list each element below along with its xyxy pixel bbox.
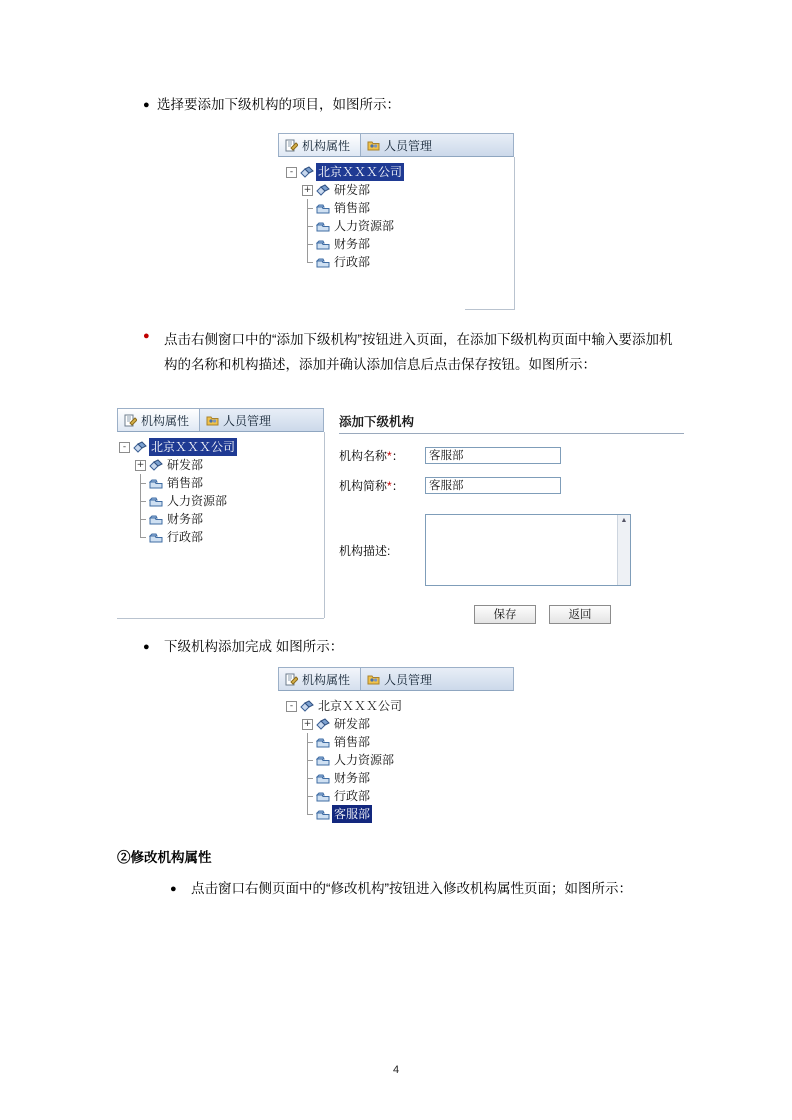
tree-node-label: 研发部: [167, 458, 204, 472]
org-tree-top[interactable]: [278, 157, 514, 271]
list-item: [143, 638, 663, 656]
company-icon: [316, 718, 329, 731]
org-short-name-input[interactable]: 客服部: [425, 477, 561, 494]
org-tree-mid[interactable]: [117, 432, 324, 546]
list-item: [143, 327, 676, 377]
tree-connector: [302, 787, 313, 805]
tree-node-label: 行政部: [167, 530, 204, 544]
tree-node[interactable]: [119, 528, 324, 546]
tree-node[interactable]: [119, 438, 324, 456]
org-name-input[interactable]: 客服部: [425, 447, 561, 464]
tab-label: 机构属性: [302, 138, 351, 153]
company-icon: [133, 441, 146, 454]
expand-toggle-icon[interactable]: +: [303, 718, 312, 729]
field-label: 机构简称*：: [339, 479, 404, 493]
save-button[interactable]: 保存: [474, 605, 536, 624]
folder-icon: [316, 772, 329, 785]
tree-node-label: 销售部: [334, 735, 371, 749]
tree-connector: [135, 510, 146, 528]
folder-icon: [149, 495, 162, 508]
tree-node-label: 财务部: [334, 237, 371, 251]
tree-node-label: 人力资源部: [334, 753, 395, 767]
tree-node[interactable]: [119, 510, 324, 528]
expand-toggle-icon[interactable]: +: [136, 459, 145, 470]
tab-org-attributes[interactable]: [118, 409, 200, 431]
company-icon: [300, 700, 313, 713]
tree-connector: [302, 733, 313, 751]
form-title: 添加下级机构: [339, 415, 415, 429]
tree-node-label: 销售部: [167, 476, 204, 490]
panel-edge-top: [465, 309, 515, 310]
tree-node[interactable]: [286, 235, 514, 253]
field-label: 机构名称*：: [339, 449, 404, 463]
tree-connector: [302, 199, 313, 217]
back-button[interactable]: 返回: [549, 605, 611, 624]
tree-node-label: 人力资源部: [167, 494, 228, 508]
tree-node-label: 北京ＸＸＸ公司: [318, 165, 403, 179]
step-4-text: 点击窗口右侧页面中的“修改机构”按钮进入修改机构属性页面；如图所示：: [191, 881, 632, 896]
tree-node-label: 行政部: [334, 789, 371, 803]
add-suborg-form: [339, 412, 684, 624]
tree-node-label: 研发部: [334, 183, 371, 197]
folder-icon: [316, 736, 329, 749]
document-edit-icon: [285, 139, 298, 152]
tree-connector: [302, 769, 313, 787]
tab-label: 机构属性: [141, 413, 190, 428]
tab-staff-management[interactable]: [361, 134, 442, 156]
org-description-wrap: [425, 514, 631, 586]
page-number: 4: [392, 1064, 400, 1076]
document-edit-icon: [124, 414, 137, 427]
folder-icon: [316, 790, 329, 803]
folder-icon: [316, 238, 329, 251]
tree-connector: [302, 805, 313, 823]
tab-label: 机构属性: [302, 672, 351, 687]
textarea-scrollbar[interactable]: [617, 515, 630, 585]
org-tree-widget-top: [278, 133, 514, 271]
step-3-text: 下级机构添加完成 如图所示：: [164, 639, 344, 654]
tree-connector: [135, 474, 146, 492]
tree-node[interactable]: [119, 492, 324, 510]
tab-bar: [278, 133, 514, 157]
collapse-toggle-icon[interactable]: -: [286, 167, 297, 178]
tree-node[interactable]: [286, 769, 514, 787]
dept-icon: [149, 459, 162, 472]
bullet-glyph-red: ●: [143, 330, 150, 342]
folder-icon: [149, 513, 162, 526]
tree-node[interactable]: [286, 751, 514, 769]
field-label: 机构描述:: [339, 544, 391, 558]
tree-node[interactable]: [119, 474, 324, 492]
section-heading: ②修改机构属性: [117, 850, 212, 865]
panel-edge-mid: [117, 618, 324, 619]
tree-node[interactable]: [286, 805, 514, 823]
tab-label: 人员管理: [384, 138, 433, 153]
tree-connector: [302, 253, 313, 271]
tab-bar: [278, 667, 514, 691]
tab-org-attributes[interactable]: [279, 668, 361, 690]
tree-node[interactable]: [286, 181, 514, 199]
folder-icon: [149, 531, 162, 544]
org-tree-widget-mid: [117, 408, 324, 546]
tree-node-label: 北京ＸＸＸ公司: [151, 440, 236, 454]
tree-node[interactable]: [286, 217, 514, 235]
document-edit-icon: [285, 673, 298, 686]
panel-divider-top: [514, 157, 515, 309]
tree-node-label: 财务部: [167, 512, 204, 526]
folder-icon: [316, 220, 329, 233]
collapse-toggle-icon[interactable]: -: [119, 442, 130, 453]
folder-people-icon: [367, 139, 380, 152]
bullet-glyph: ●: [170, 883, 177, 895]
org-tree-bottom[interactable]: [278, 691, 514, 823]
tree-connector: [135, 492, 146, 510]
tab-label: 人员管理: [384, 672, 433, 687]
tree-node-label: 销售部: [334, 201, 371, 215]
field-org-description: [339, 514, 684, 586]
tree-node-label: 研发部: [334, 717, 371, 731]
tab-org-attributes[interactable]: [279, 134, 361, 156]
expand-toggle-icon[interactable]: +: [303, 184, 312, 195]
panel-divider-mid: [324, 432, 325, 618]
tree-node-label: 北京ＸＸＸ公司: [318, 699, 403, 713]
tree-connector: [135, 528, 146, 546]
org-description-textarea[interactable]: [425, 514, 631, 586]
org-tree-widget-bottom: [278, 667, 514, 823]
tree-node[interactable]: [286, 199, 514, 217]
folder-icon: [316, 202, 329, 215]
step-2-text: 点击右侧窗口中的“添加下级机构”按钮进入页面，在添加下级机构页面中输入要添加机构的名称和机构描述，添加并确认添加信息后点击保存按钮。如图所示：: [164, 332, 673, 372]
tab-staff-management[interactable]: [361, 668, 442, 690]
folder-icon: [316, 754, 329, 767]
field-org-short-name: [339, 477, 684, 494]
form-title-rule: [339, 433, 684, 434]
tree-connector: [302, 235, 313, 253]
form-actions: [339, 605, 684, 624]
tree-connector: [302, 217, 313, 235]
required-mark: *: [387, 479, 392, 493]
scroll-up-icon[interactable]: ▲: [620, 517, 628, 524]
tree-node[interactable]: [286, 253, 514, 271]
bullet-glyph: ●: [143, 99, 150, 111]
dept-icon: [316, 184, 329, 197]
required-mark: *: [387, 449, 392, 463]
bullet-glyph: ●: [143, 641, 150, 653]
tree-node-label: 人力资源部: [334, 219, 395, 233]
tree-node[interactable]: [286, 733, 514, 751]
company-icon: [300, 166, 313, 179]
list-item: [143, 96, 663, 114]
step-1-text: 选择要添加下级机构的项目，如图所示：: [157, 97, 400, 112]
tree-node[interactable]: [286, 715, 514, 733]
folder-icon: [149, 477, 162, 490]
folder-icon: [316, 808, 329, 821]
tree-node[interactable]: [286, 163, 514, 181]
tree-node[interactable]: [286, 787, 514, 805]
collapse-toggle-icon[interactable]: -: [286, 701, 297, 712]
tree-node-label: 客服部: [334, 807, 371, 821]
tree-node-label: 行政部: [334, 255, 371, 269]
tab-label: 人员管理: [223, 413, 272, 428]
tree-node[interactable]: [119, 456, 324, 474]
folder-people-icon: [367, 673, 380, 686]
field-org-name: [339, 447, 684, 464]
tab-bar: [117, 408, 324, 432]
list-item: [170, 880, 690, 898]
tree-connector: [302, 751, 313, 769]
tab-staff-management[interactable]: [200, 409, 281, 431]
tree-node[interactable]: [286, 697, 514, 715]
folder-icon: [316, 256, 329, 269]
tree-node-label: 财务部: [334, 771, 371, 785]
folder-people-icon: [206, 414, 219, 427]
